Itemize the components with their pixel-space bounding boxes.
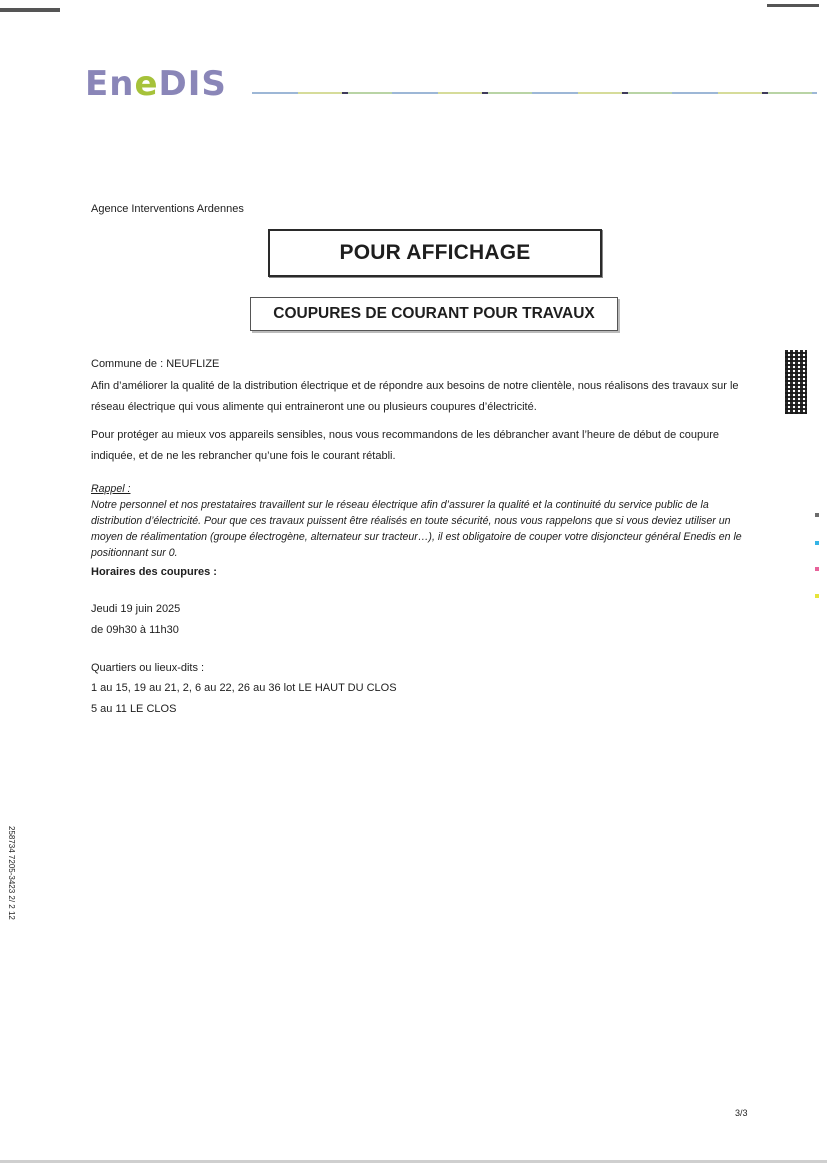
intro-paragraph: Afin d’améliorer la qualité de la distribution électrique et de répondre aux besoins de notre clientèle, nous réalisons des travaux sur le réseau électrique qui vous alimente qui entraineront une ou plusieurs coupures d’électricité.: [91, 380, 739, 413]
registration-mark: [815, 513, 819, 517]
enedis-logo: [85, 64, 227, 104]
notice-subtitle-box: [250, 297, 618, 331]
scan-bottom-edge: [0, 1160, 827, 1163]
posting-title: POUR AFFICHAGE: [339, 241, 531, 264]
schedule-heading: Horaires des coupures :: [91, 566, 217, 578]
scan-mark-top-left: [0, 8, 60, 12]
registration-mark: [815, 541, 819, 545]
datamatrix-code-icon: [785, 350, 807, 414]
reminder-block: [91, 481, 751, 561]
advice-paragraph: Pour protéger au mieux vos appareils sensibles, nous vous recommandons de les débrancher avant l’heure de début de coupure indiquée, et de ne les rebrancher qu’une fois le courant rétabli.: [91, 429, 719, 462]
reminder-title: Rappel :: [91, 483, 131, 495]
posting-title-box: [268, 229, 602, 277]
registration-mark: [815, 567, 819, 571]
schedule-date: Jeudi 19 juin 2025: [91, 603, 181, 615]
location-item: 5 au 11 LE CLOS: [91, 703, 177, 715]
reminder-text: Notre personnel et nos prestataires travaillent sur le réseau électrique afin d’assurer la qualité et la continuité du service public de la distribution d’électricité. Pour que ces travaux puissent être réalisés en toute sécurité, nous vous rappelons que si vous deviez utiliser un moyen de réalimentation (groupe électrogène, alternateur sur tracteur…), il est obligatoire de couper votre disjoncteur général Enedis en le positionnant sur 0.: [91, 499, 742, 559]
margin-reference-code: 258734 7205-3423 2/ 2 12: [7, 826, 16, 920]
locations-heading: Quartiers ou lieux-dits :: [91, 662, 205, 674]
schedule-time: de 09h30 à 11h30: [91, 624, 179, 636]
logo-text-suffix: DIS: [158, 64, 227, 104]
agency-name: Agence Interventions Ardennes: [91, 203, 244, 215]
registration-mark: [815, 594, 819, 598]
logo-text-accent: e: [134, 64, 159, 104]
logo-divider: [252, 92, 817, 94]
location-item: 1 au 15, 19 au 21, 2, 6 au 22, 26 au 36 lot LE HAUT DU CLOS: [91, 682, 397, 694]
logo-text-prefix: En: [85, 64, 135, 104]
page-number: 3/3: [735, 1108, 748, 1118]
scan-mark-top-right: [767, 4, 819, 7]
notice-subtitle: COUPURES DE COURANT POUR TRAVAUX: [273, 305, 595, 322]
commune-label: Commune de : NEUFLIZE: [91, 358, 220, 370]
